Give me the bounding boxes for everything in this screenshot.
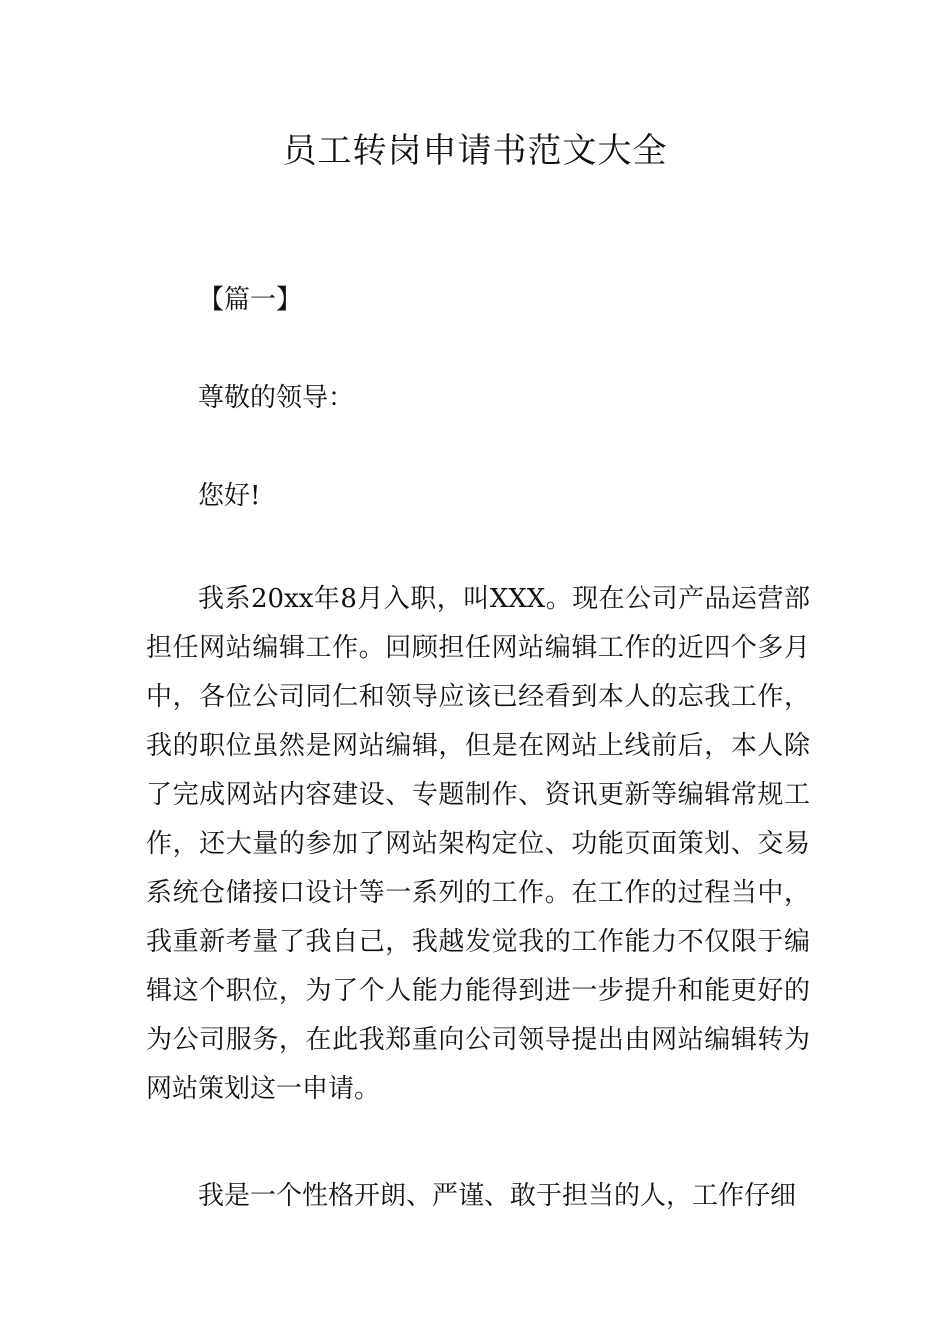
- greeting: 您好!: [198, 481, 261, 511]
- document-title: 员工转岗申请书范文大全: [282, 131, 668, 171]
- body-paragraph: 我系20xx年8月入职，叫XXX。现在公司产品运营部担任网站编辑工作。回顾担任网站编辑工作的近四个多月中，各位公司同仁和领导应该已经看到本人的忘我工作，我的职位虽然是网站编辑，但是在网站上线前后，本人除了完成网站内容建设、专题制作、资讯更新等编辑常规工作，还大量的参加了网站架构定位、功能页面策划、交易系统仓储接口设计等一系列的工作。在工作的过程当中，我重新考量了我自己，我越发觉我的工作能力不仅限于编辑这个职位，为了个人能力能得到进一步提升和能更好的为公司服务，在此我郑重向公司领导提出由网站编辑转为网站策划这一申请。: [146, 584, 810, 1104]
- body-paragraph: 我是一个性格开朗、严谨、敢于担当的人，工作仔细: [198, 1181, 797, 1211]
- salutation: 尊敬的领导：: [198, 383, 355, 413]
- section-label: 【篇一】: [198, 285, 303, 315]
